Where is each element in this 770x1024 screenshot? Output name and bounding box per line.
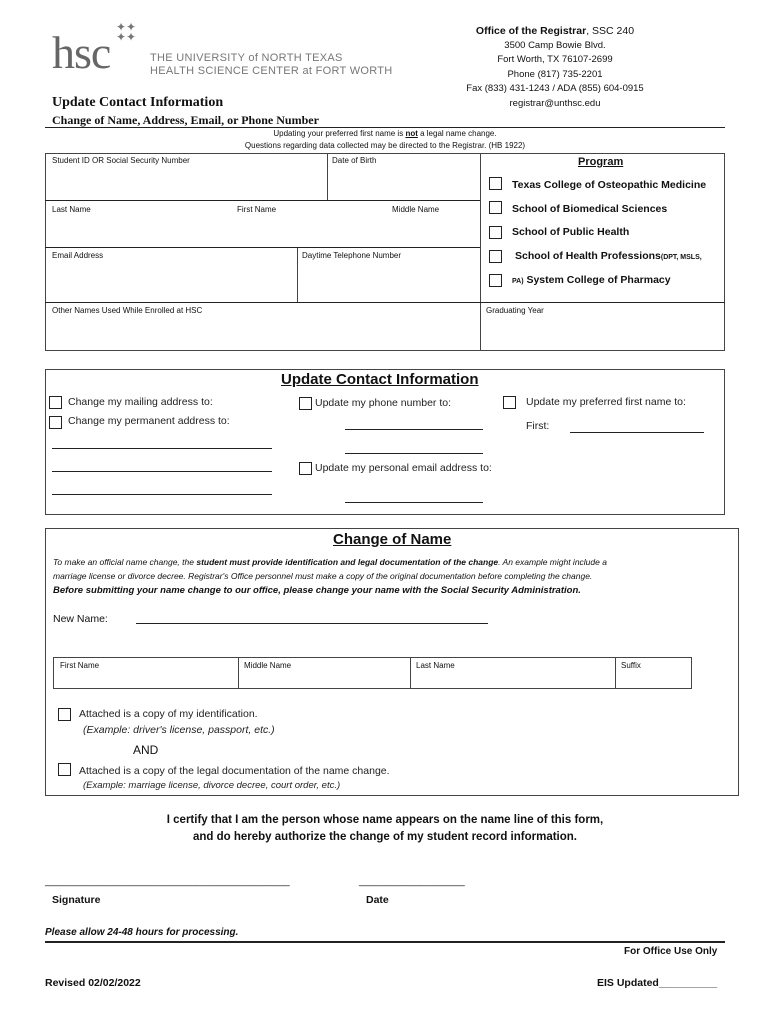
- update-contact-heading: Update Contact Information: [281, 371, 479, 388]
- mailing-label: Change my mailing address to:: [68, 396, 213, 408]
- form-subtitle: Change of Name, Address, Email, or Phone Number: [52, 113, 319, 127]
- program-health-prof: School of Health Professions(DPT, MSLS,: [515, 250, 702, 262]
- signature-label: Signature: [52, 894, 101, 906]
- phone-checkbox[interactable]: [299, 397, 312, 410]
- registrar-address2: Fort Worth, TX 76107-2699: [497, 54, 613, 65]
- dob-field[interactable]: Date of Birth: [332, 156, 377, 165]
- new-last-name-field[interactable]: Last Name: [416, 661, 455, 670]
- first-name-field[interactable]: First Name: [237, 205, 277, 214]
- registrar-address1: 3500 Camp Bowie Blvd.: [504, 39, 606, 51]
- certify-line2: and do hereby authorize the change of my student record information.: [192, 831, 577, 843]
- title-rule: [45, 127, 725, 128]
- program-checkbox-health-prof[interactable]: [489, 250, 502, 263]
- registrar-phone: Phone (817) 735-2201: [507, 68, 603, 80]
- change-name-intro1: To make an official name change, the student must provide identification and legal documentation of the change. An example might include a: [53, 557, 607, 567]
- note-hb1922: Questions regarding data collected may be directed to the Registrar. (HB 1922): [244, 141, 526, 150]
- attached-legal-label: Attached is a copy of the legal documentation of the name change.: [79, 765, 390, 777]
- attached-id-checkbox[interactable]: [58, 708, 71, 721]
- grid-divider-dob: [327, 153, 328, 200]
- grid-divider-phone: [297, 247, 298, 303]
- preferred-name-checkbox[interactable]: [503, 396, 516, 409]
- program-checkbox-pharmacy[interactable]: [489, 274, 502, 287]
- preferred-first-label: First:: [526, 420, 550, 432]
- signature-line[interactable]: ____________________________________________: [45, 876, 290, 887]
- address-line-2[interactable]: [52, 471, 272, 472]
- attached-legal-example: (Example: marriage license, divorce decree, court order, etc.): [83, 780, 341, 791]
- registrar-block: [440, 24, 670, 111]
- new-name-grid: [53, 657, 692, 689]
- other-names-field[interactable]: Other Names Used While Enrolled at HSC: [52, 306, 203, 315]
- program-heading: Program: [578, 156, 624, 168]
- grid-row1: [45, 200, 480, 201]
- grid-divider-v: [480, 153, 481, 351]
- address-line-1[interactable]: [52, 448, 272, 449]
- attached-id-label: Attached is a copy of my identification.: [79, 708, 258, 720]
- form-title: Update Contact Information: [52, 95, 224, 110]
- new-middle-name-field[interactable]: Middle Name: [244, 661, 292, 670]
- date-label: Date: [366, 894, 389, 906]
- registrar-fax: Fax (833) 431-1243 / ADA (855) 604-0915: [466, 83, 644, 94]
- grid-row3: [45, 302, 725, 303]
- email-checkbox[interactable]: [299, 462, 312, 475]
- and-label: AND: [133, 743, 159, 757]
- logo-line1: THE UNIVERSITY of NORTH TEXAS: [150, 52, 343, 64]
- registrar-email: registrar@unthsc.edu: [509, 97, 601, 109]
- address-line-3[interactable]: [52, 494, 272, 495]
- logo-line2: HEALTH SCIENCE CENTER at FORT WORTH: [150, 65, 393, 77]
- email-line[interactable]: [345, 502, 483, 503]
- footer-rule: [45, 941, 725, 943]
- logo-mark: hsc: [52, 27, 111, 78]
- logo-stars-icon: ✦✦ ✦✦: [116, 20, 137, 44]
- program-biomed: School of Biomedical Sciences: [512, 203, 668, 215]
- new-name-line[interactable]: [136, 623, 488, 624]
- program-checkbox-public-health[interactable]: [489, 226, 502, 239]
- new-suffix-field[interactable]: Suffix: [621, 661, 641, 670]
- phone-label: Update my phone number to:: [315, 397, 451, 409]
- logo: [50, 20, 410, 86]
- note-preferred-name: Updating your preferred first name is not a legal name change.: [273, 129, 497, 138]
- program-public-health: School of Public Health: [512, 226, 630, 238]
- email-label: Update my personal email address to:: [315, 462, 492, 474]
- student-id-field[interactable]: Student ID OR Social Security Number: [52, 156, 190, 165]
- change-name-intro3: Before submitting your name change to our office, please change your name with the Social Security Administration.: [53, 585, 581, 596]
- date-line[interactable]: ___________________: [359, 876, 465, 887]
- new-name-div-1: [238, 657, 239, 689]
- phone-line-1[interactable]: [345, 429, 483, 430]
- program-tcom: Texas College of Osteopathic Medicine: [512, 179, 707, 191]
- attached-id-example: (Example: driver's license, passport, etc.): [83, 724, 275, 736]
- permanent-checkbox[interactable]: [49, 416, 62, 429]
- preferred-first-line[interactable]: [570, 432, 704, 433]
- program-checkbox-tcom[interactable]: [489, 177, 502, 190]
- new-first-name-field[interactable]: First Name: [60, 661, 100, 670]
- attached-legal-checkbox[interactable]: [58, 763, 71, 776]
- eis-updated[interactable]: EIS Updated__________: [597, 977, 718, 989]
- new-name-div-2: [410, 657, 411, 689]
- middle-name-field[interactable]: Middle Name: [392, 205, 440, 214]
- program-checkbox-biomed[interactable]: [489, 201, 502, 214]
- change-name-heading: Change of Name: [333, 531, 452, 548]
- grad-year-field[interactable]: Graduating Year: [486, 306, 544, 315]
- mailing-checkbox[interactable]: [49, 396, 62, 409]
- phone-line-2[interactable]: [345, 453, 483, 454]
- new-name-div-3: [615, 657, 616, 689]
- last-name-field[interactable]: Last Name: [52, 205, 91, 214]
- email-field[interactable]: Email Address: [52, 251, 104, 260]
- preferred-name-label: Update my preferred first name to:: [526, 396, 686, 408]
- grid-row2: [45, 247, 480, 248]
- registrar-title: Office of the Registrar, SSC 240: [475, 25, 635, 37]
- permanent-label: Change my permanent address to:: [68, 415, 230, 427]
- processing-note: Please allow 24-48 hours for processing.: [45, 927, 239, 938]
- office-use-label: For Office Use Only: [624, 946, 718, 957]
- certify-line1: I certify that I am the person whose name appears on the name line of this form,: [166, 814, 604, 826]
- phone-field[interactable]: Daytime Telephone Number: [302, 251, 402, 260]
- revised-date: Revised 02/02/2022: [45, 977, 141, 989]
- new-name-label: New Name:: [53, 613, 108, 625]
- change-name-intro2: marriage license or divorce decree. Registrar's Office personnel must make a copy of the original documentation before completing the change.: [53, 571, 593, 581]
- program-pharmacy: PA) System College of Pharmacy: [512, 274, 671, 286]
